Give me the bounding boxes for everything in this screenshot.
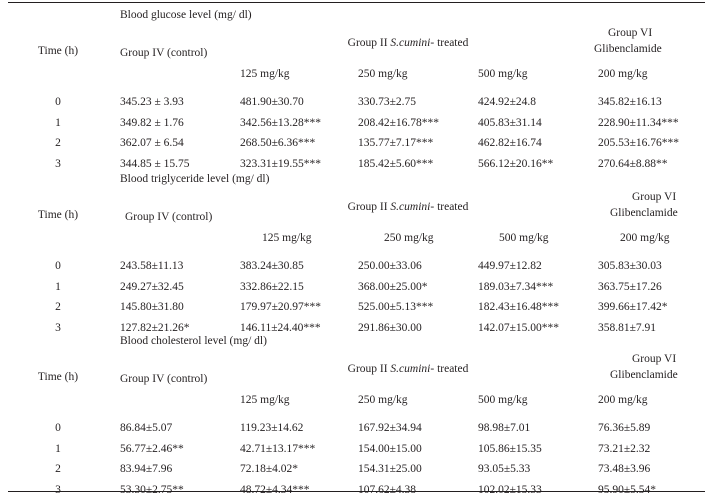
glibenclamide-label: Glibenclamide [610,207,678,219]
table-cell: 405.83±31.14 [478,117,542,129]
table-cell: 332.86±22.15 [240,281,304,293]
species-name: S.cumini [390,201,431,213]
table-cell: 525.00±5.13*** [358,301,434,313]
table-cell: 345.82±16.13 [598,96,662,108]
table-cell: 189.03±7.34*** [478,281,554,293]
table-cell: 345.23 ± 3.93 [120,96,184,108]
table-cell: 330.73±2.75 [358,96,417,108]
table-cell: 268.50±6.36*** [240,137,316,149]
table-cell: 185.42±5.60*** [358,158,434,170]
control-group-header: Group IV (control) [120,47,208,59]
treated-header-suffix: - treated [430,201,469,213]
table-cell: 368.00±25.00* [358,281,428,293]
table-cell: 154.31±25.00 [358,463,422,475]
table-cell: 142.07±15.00*** [478,322,560,334]
treated-group-header [348,200,469,214]
time-cell: 1 [55,281,61,293]
table-cell: 127.82±21.26* [120,322,190,334]
dose-header: 500 mg/kg [499,232,549,244]
table-cell: 462.82±16.74 [478,137,542,149]
treated-group-header [348,36,469,50]
table-cell: 249.27±32.45 [120,281,184,293]
table-cell: 291.86±30.00 [358,322,422,334]
dose-header: 125 mg/kg [262,232,312,244]
table-cell: 53.30±2.75** [120,484,184,496]
control-group-header: Group IV (control) [125,211,213,223]
table-cell: 83.94±7.96 [120,463,173,475]
table-cell: 73.48±3.96 [598,463,651,475]
glibenclamide-group-header: Group VI [608,27,653,39]
table-cell: 86.84±5.07 [120,422,173,434]
table-cell: 48.72±4.34*** [240,484,310,496]
dose-header: 500 mg/kg [478,394,528,406]
table-cell: 358.81±7.91 [598,322,657,334]
time-cell: 2 [55,137,61,149]
treated-header-prefix: Group II [347,363,391,375]
table-cell: 344.85 ± 15.75 [120,158,190,170]
dose-header: 250 mg/kg [358,394,408,406]
glibenclamide-label: Glibenclamide [610,369,678,381]
time-header: Time (h) [37,45,79,57]
dose-header: 125 mg/kg [240,68,290,80]
treated-header-suffix: - treated [430,363,469,375]
time-cell: 0 [55,96,61,108]
glibenclamide-label: Glibenclamide [594,43,662,55]
table-cell: 102.02±15.33 [478,484,542,496]
table-cell: 119.23±14.62 [240,422,304,434]
time-cell: 2 [55,301,61,313]
treated-header-prefix: Group II [347,201,391,213]
table-cell: 481.90±30.70 [240,96,304,108]
table-cell: 73.21±2.32 [598,443,651,455]
table-cell: 105.86±15.35 [478,443,542,455]
table-cell: 205.53±16.76*** [598,137,680,149]
dose-header: 200 mg/kg [598,68,648,80]
glibenclamide-group-header: Group VI [632,191,677,203]
table-cell: 76.36±5.89 [598,422,651,434]
table-cell: 566.12±20.16** [478,158,554,170]
time-cell: 0 [55,422,61,434]
table-cell: 342.56±13.28*** [240,117,322,129]
dose-header: 250 mg/kg [358,68,408,80]
table-cell: 208.42±16.78*** [358,117,440,129]
table-cell: 399.66±17.42* [598,301,668,313]
time-cell: 1 [55,117,61,129]
table-cell: 363.75±17.26 [598,281,662,293]
table-cell: 98.98±7.01 [478,422,531,434]
table-cell: 250.00±33.06 [358,260,422,272]
table-cell: 305.83±30.03 [598,260,662,272]
top-rule [8,2,705,3]
table-cell: 228.90±11.34*** [598,117,679,129]
species-name: S.cumini [390,363,431,375]
dose-header: 500 mg/kg [478,68,528,80]
table-cell: 93.05±5.33 [478,463,531,475]
table-cell: 349.82 ± 1.76 [120,117,184,129]
time-cell: 3 [55,484,61,496]
time-cell: 3 [55,322,61,334]
table-cell: 154.00±15.00 [358,443,422,455]
table-cell: 107.62±4.38 [358,484,417,496]
dose-header: 125 mg/kg [240,394,290,406]
table-cell: 424.92±24.8 [478,96,537,108]
time-cell: 0 [55,260,61,272]
time-header: Time (h) [37,371,79,383]
species-name: S.cumini [390,37,431,49]
glibenclamide-group-header: Group VI [632,353,677,365]
dose-header: 200 mg/kg [598,394,648,406]
cholesterol-section-title: Blood cholesterol level (mg/ dl) [120,335,267,347]
time-cell: 1 [55,443,61,455]
table-cell: 243.58±11.13 [120,260,184,272]
table-cell: 182.43±16.48*** [478,301,560,313]
table-cell: 56.77±2.46** [120,443,184,455]
table-cell: 145.80±31.80 [120,301,184,313]
treated-group-header [348,362,469,376]
time-cell: 2 [55,463,61,475]
table-cell: 323.31±19.55*** [240,158,322,170]
table-cell: 135.77±7.17*** [358,137,434,149]
table-cell: 383.24±30.85 [240,260,304,272]
control-group-header: Group IV (control) [120,373,208,385]
time-cell: 3 [55,158,61,170]
glucose-section-title: Blood glucose level (mg/ dl) [120,9,252,21]
treated-header-prefix: Group II [347,37,391,49]
table-cell: 72.18±4.02* [240,463,299,475]
triglyceride-section-title: Blood triglyceride level (mg/ dl) [120,173,270,185]
table-cell: 95.90±5.54* [598,484,657,496]
dose-header: 200 mg/kg [620,232,670,244]
time-header: Time (h) [37,209,79,221]
table-cell: 179.97±20.97*** [240,301,322,313]
table-cell: 167.92±34.94 [358,422,422,434]
table-cell: 449.97±12.82 [478,260,542,272]
table-cell: 42.71±13.17*** [240,443,316,455]
table-cell: 146.11±24.40*** [240,322,321,334]
treated-header-suffix: - treated [430,37,469,49]
dose-header: 250 mg/kg [384,232,434,244]
table-cell: 270.64±8.88** [598,158,668,170]
table-cell: 362.07 ± 6.54 [120,137,184,149]
